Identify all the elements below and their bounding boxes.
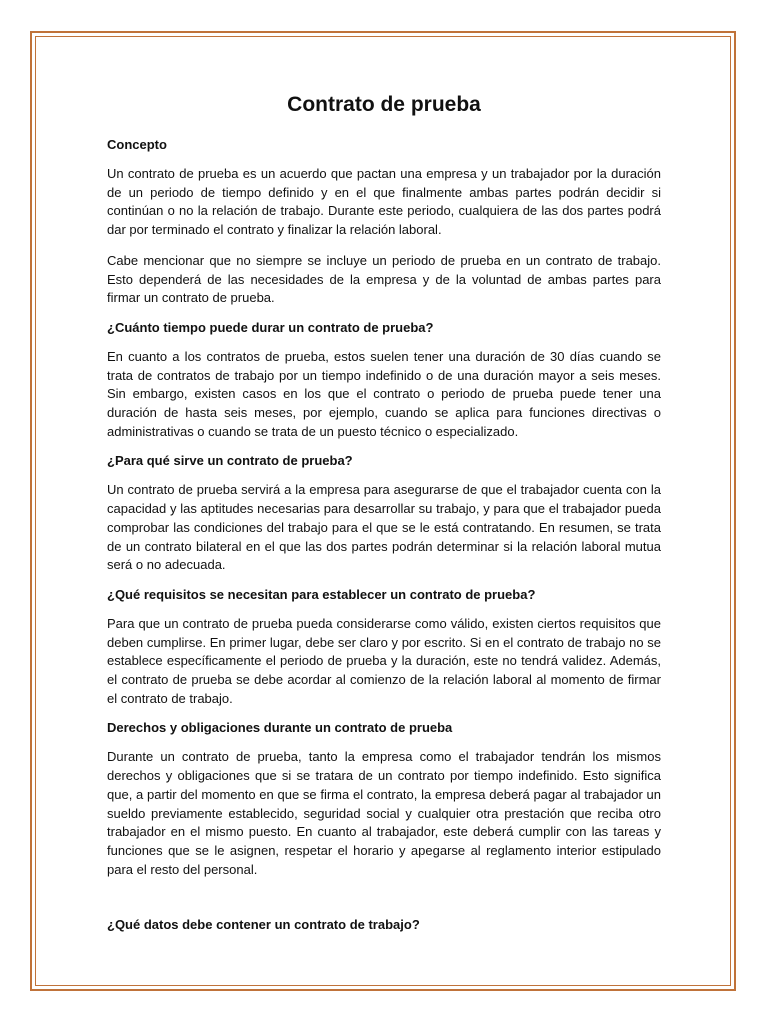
document-body xyxy=(107,90,661,945)
document-title: Contrato de prueba xyxy=(287,93,481,116)
paragraph: En cuanto a los contratos de prueba, estos suelen tener una duración de 30 días cuando se trata de contratos de trabajo por un tiempo indefinido o de una duración mayor a seis meses. Sin embargo, existen casos en los que el contrato o periodo de prueba puede tener una duración de hasta seis meses, por ejemplo, cuando se aplica para funciones directivas o administrativas o cuando se trata de un puesto técnico o especializado. xyxy=(107,348,661,439)
section-concepto xyxy=(107,137,661,308)
section-heading: Concepto xyxy=(107,137,167,152)
section-duracion xyxy=(107,320,661,442)
section-heading: ¿Qué requisitos se necesitan para establecer un contrato de prueba? xyxy=(107,586,536,602)
section-heading: Derechos y obligaciones durante un contrato de prueba xyxy=(107,720,453,736)
final-heading: ¿Qué datos debe contener un contrato de trabajo? xyxy=(107,917,420,933)
paragraph: Un contrato de prueba servirá a la empresa para asegurarse de que el trabajador cuenta con la capacidad y las aptitudes necesarias para desarrollar su trabajo, y para que el trabajador pueda comprobar las condiciones del trabajo para el que se le está contratando. En resumen, se trata de un contrato bilateral en el que las dos partes podrán determinar si la relación laboral mutua será o no adecuada. xyxy=(107,482,661,573)
blank-space xyxy=(107,891,661,917)
paragraph: Un contrato de prueba es un acuerdo que pactan una empresa y un trabajador por la duración de un periodo de tiempo definido y en el que finalmente ambas partes podrán decidir si continúan o no la relación de trabajo. Durante este periodo, cualquiera de las dos partes podrá dar por terminado el contrato y finalizar la relación laboral. xyxy=(107,166,661,238)
paragraph: Cabe mencionar que no siempre se incluye un periodo de prueba en un contrato de trabajo. Esto dependerá de las necesidades de la empresa y de la voluntad de ambas partes para firmar un contrato de prueba. xyxy=(107,252,661,306)
paragraph: Durante un contrato de prueba, tanto la empresa como el trabajador tendrán los mismos derechos y obligaciones que si se tratara de un contrato por tiempo indefinido. Esto significa que, a partir del momento en que se firma el contrato, la empresa deberá pagar al trabajador un sueldo previamente establecido, seguridad social y cualquier otra prestación que reciba otro trabajador en el mismo puesto. En cuanto al trabajador, este deberá cumplir con las tareas y funciones que se le asignen, respetar el horario y apegarse al reglamento interior estipulado para el resto del personal. xyxy=(107,749,661,877)
section-heading: ¿Para qué sirve un contrato de prueba? xyxy=(107,453,353,469)
section-heading: ¿Cuánto tiempo puede durar un contrato de prueba? xyxy=(107,319,434,335)
paragraph: Para que un contrato de prueba pueda considerarse como válido, existen ciertos requisitos que deben cumplirse. En primer lugar, debe ser claro y por escrito. Si en el contrato de trabajo no se establece específicamente el periodo de prueba y la duración, este no tendrá validez. Además, el contrato de prueba se debe acordar al comienzo de la relación laboral al momento de firmar el contrato de trabajo. xyxy=(107,615,661,706)
section-derechos-obligaciones xyxy=(107,720,661,879)
section-para-que-sirve xyxy=(107,453,661,575)
section-requisitos xyxy=(107,587,661,709)
